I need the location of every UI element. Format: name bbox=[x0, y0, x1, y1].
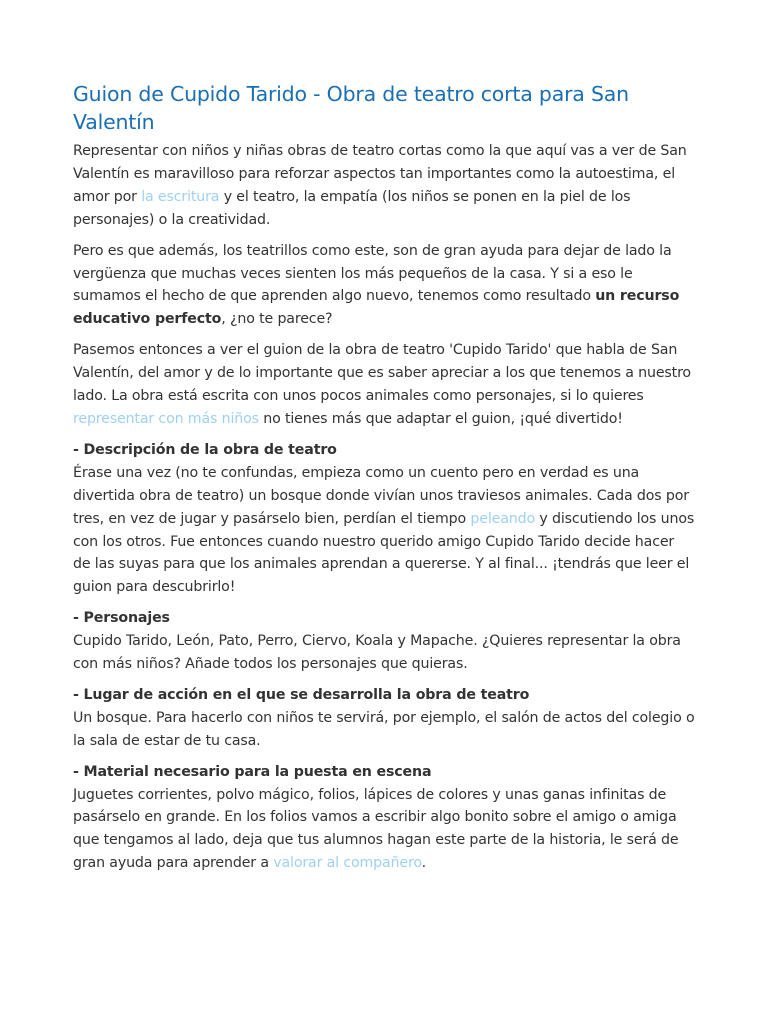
article-title: Guion de Cupido Tarido - Obra de teatro corta para San Valentín bbox=[73, 82, 629, 134]
benefits-paragraph bbox=[73, 240, 695, 332]
section-heading: - Personajes bbox=[73, 610, 170, 627]
paragraph-text: Pero es que además, los teatrillos como este, son de gran ayuda para dejar de lado la vergüenza que muchas veces sienten los más pequeños de la casa. Y si a eso le sumamos el hecho de que aprenden algo nuevo, tenemos como resultado bbox=[73, 242, 672, 305]
paragraph-text: Juguetes corrientes, polvo mágico, folios, lápices de colores y unas ganas infinitas de pasárselo en grande. En los folios vamos a escribir algo bonito sobre el amigo o amiga que tengamos al lado, deja que tus alumnos hagan este parte de la historia, le será de gran ayuda para aprender a bbox=[73, 786, 679, 872]
section-descripcion bbox=[73, 439, 695, 599]
section-lugar bbox=[73, 684, 695, 753]
link-peleando[interactable]: peleando bbox=[470, 510, 535, 527]
paragraph-text: Cupido Tarido, León, Pato, Perro, Ciervo, Koala y Mapache. ¿Quieres representar la obra con más niños? Añade todos los personajes que quieras. bbox=[73, 633, 681, 673]
paragraph-text: Un bosque. Para hacerlo con niños te servirá, por ejemplo, el salón de actos del colegio o la sala de estar de tu casa. bbox=[73, 709, 695, 749]
intro-paragraph bbox=[73, 140, 695, 232]
paragraph-text: no tienes más que adaptar el guion, ¡qué divertido! bbox=[258, 410, 623, 427]
section-heading: - Material necesario para la puesta en escena bbox=[73, 763, 432, 780]
paragraph-text: Representar con niños y niñas obras de teatro cortas como la que aquí vas a ver de San Valentín es maravilloso para reforzar aspectos tan importantes como la autoestima, el amor por bbox=[73, 143, 687, 205]
paragraph-text: y discutiendo los unos con los otros. Fue entonces cuando nuestro querido amigo Cupido Tarido decide hacer de las suyas para que los animales aprendan a quererse. Y al final... ¡tendrás que leer el guion para descubrirlo! bbox=[73, 510, 695, 596]
section-personajes bbox=[73, 607, 695, 676]
paragraph-text: Pasemos entonces a ver el guion de la obra de teatro 'Cupido Tarido' que habla de San Valentín, del amor y de lo importante que es saber apreciar a los que tenemos a nuestro lado. La obra está escrita con unos pocos animales como personajes, si lo quieres bbox=[73, 342, 691, 405]
overview-paragraph bbox=[73, 339, 695, 431]
link-representar-con-mas-ninos[interactable]: representar con más niños bbox=[73, 410, 259, 427]
paragraph-text: , ¿no te parece? bbox=[221, 311, 333, 328]
article bbox=[73, 80, 695, 883]
paragraph-text: . bbox=[421, 855, 427, 872]
bold-phrase: un recurso educativo perfecto bbox=[73, 288, 680, 328]
section-material bbox=[73, 761, 695, 876]
section-heading: - Lugar de acción en el que se desarrolla la obra de teatro bbox=[73, 686, 530, 703]
link-la-escritura[interactable]: la escritura bbox=[141, 188, 220, 205]
paragraph-text: y el teatro, la empatía (los niños se ponen en la piel de los personajes) o la creatividad. bbox=[73, 188, 631, 228]
link-valorar-al-companero[interactable]: valorar al compañero bbox=[273, 855, 422, 872]
section-heading: - Descripción de la obra de teatro bbox=[73, 441, 337, 458]
paragraph-text: Érase una vez (no te confundas, empieza como un cuento pero en verdad es una divertida obra de teatro) un bosque donde vivían unos traviesos animales. Cada dos por tres, en vez de jugar y pasárselo bien, perdían el tiempo bbox=[73, 464, 689, 527]
